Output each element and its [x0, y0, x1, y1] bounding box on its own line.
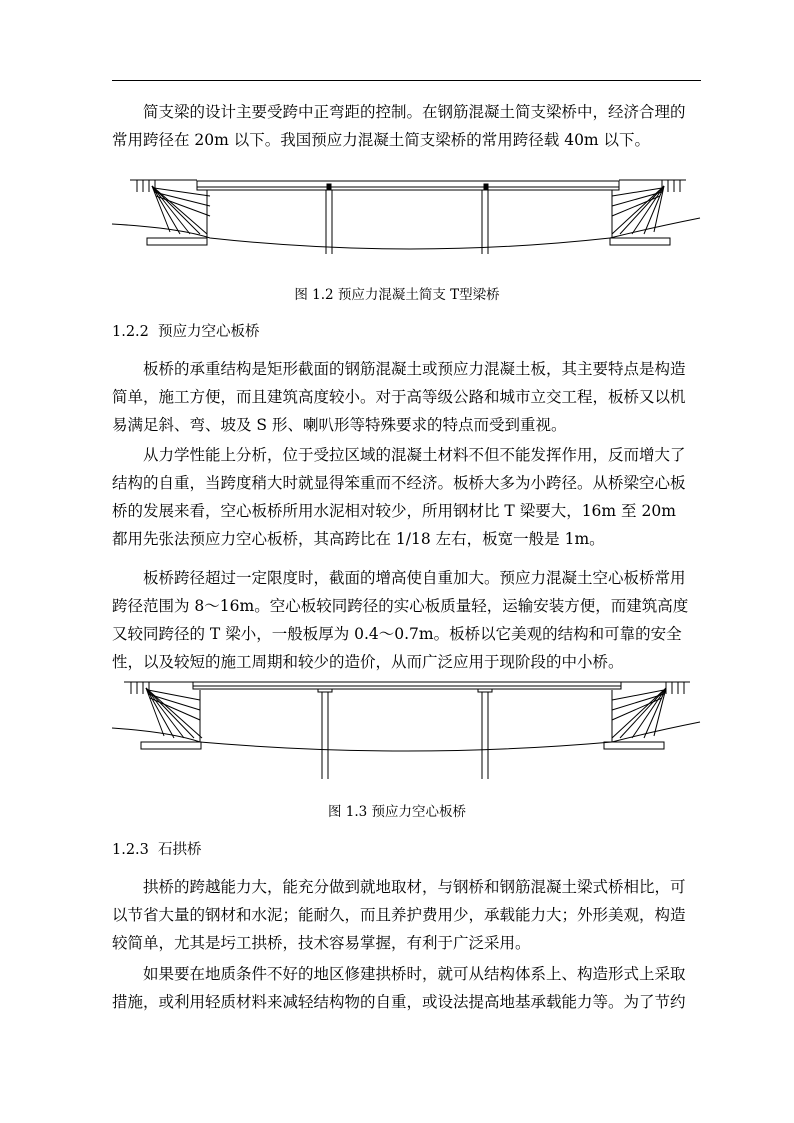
text-line: 常用跨径在 20m 以下。我国预应力混凝土简支梁桥的常用跨径载 40m 以下。 — [112, 131, 651, 149]
text-line: 易满足斜、弯、坡及 S 形、喇叭形等特殊要求的特点而受到重视。 — [112, 416, 567, 434]
text-line: 结构的自重，当跨度稍大时就显得笨重而不经济。板桥大多为小跨径。从桥梁空心板 — [112, 474, 686, 492]
text-line: 拱桥的跨越能力大，能充分做到就地取材，与钢桥和钢筋混凝土梁式桥相比，可 — [143, 878, 686, 896]
paragraph-arch-bridge — [112, 873, 701, 957]
text-line: 以节省大量的钢材和水泥；能耐久，而且养护费用少，承载能力大；外形美观，构造 — [112, 906, 686, 924]
text-line: 较简单，尤其是圬工拱桥，技术容易掌握，有利于广泛采用。 — [112, 934, 531, 952]
figure-t-beam-bridge — [0, 176, 794, 276]
text-line: 简单，施工方便，而且建筑高度较小。对于高等级公路和城市立交工程，板桥又以机 — [112, 388, 686, 406]
paragraph-mechanics — [112, 441, 701, 553]
text-line: 从力学性能上分析，位于受拉区域的混凝土材料不但不能发挥作用，反而增大了 — [143, 446, 686, 464]
section-number: 1.2.2 — [112, 324, 149, 340]
paragraph-geology — [112, 960, 701, 1016]
text-line: 性，以及较短的施工周期和较少的造价，从而广泛应用于现阶段的中小桥。 — [112, 653, 624, 671]
header-rule — [112, 80, 701, 81]
figure-hollow-slab-bridge — [0, 676, 794, 786]
section-title: 预应力空心板桥 — [158, 324, 260, 340]
paragraph-slab-bridge — [112, 355, 701, 439]
paragraph-span-range — [112, 564, 701, 676]
figure-caption: 图 1.3 预应力空心板桥 — [327, 804, 467, 820]
section-heading — [112, 838, 202, 859]
paragraph-simply-supported — [112, 98, 701, 154]
text-line: 都用先张法预应力空心板桥，其高跨比在 1/18 左右，板宽一般是 1m。 — [112, 530, 605, 548]
text-line: 简支梁的设计主要受跨中正弯距的控制。在钢筋混凝土简支梁桥中，经济合理的 — [143, 103, 686, 121]
section-title: 石拱桥 — [158, 842, 202, 858]
text-line: 跨径范围为 8～16m。空心板较同跨径的实心板质量轻，运输安装方便，而建筑高度 — [112, 597, 689, 615]
text-line: 板桥的承重结构是矩形截面的钢筋混凝土或预应力混凝土板，其主要特点是构造 — [143, 360, 686, 378]
section-heading — [112, 320, 260, 341]
section-number: 1.2.3 — [112, 842, 149, 858]
figure-caption: 图 1.2 预应力混凝土简支 T型梁桥 — [294, 287, 500, 303]
text-line: 又较同跨径的 T 梁小，一般板厚为 0.4～0.7m。板桥以它美观的结构和可靠的安全 — [112, 625, 682, 643]
text-line: 如果要在地质条件不好的地区修建拱桥时，就可从结构体系上、构造形式上采取 — [143, 965, 686, 983]
text-line: 桥的发展来看，空心板桥所用水泥相对较少，所用钢材比 T 梁要大，16m 至 20m — [112, 502, 676, 520]
text-line: 板桥跨径超过一定限度时，截面的增高使自重加大。预应力混凝土空心板桥常用 — [143, 569, 686, 587]
text-line: 措施，或利用轻质材料来减轻结构物的自重，或设法提高地基承载能力等。为了节约 — [112, 993, 686, 1011]
